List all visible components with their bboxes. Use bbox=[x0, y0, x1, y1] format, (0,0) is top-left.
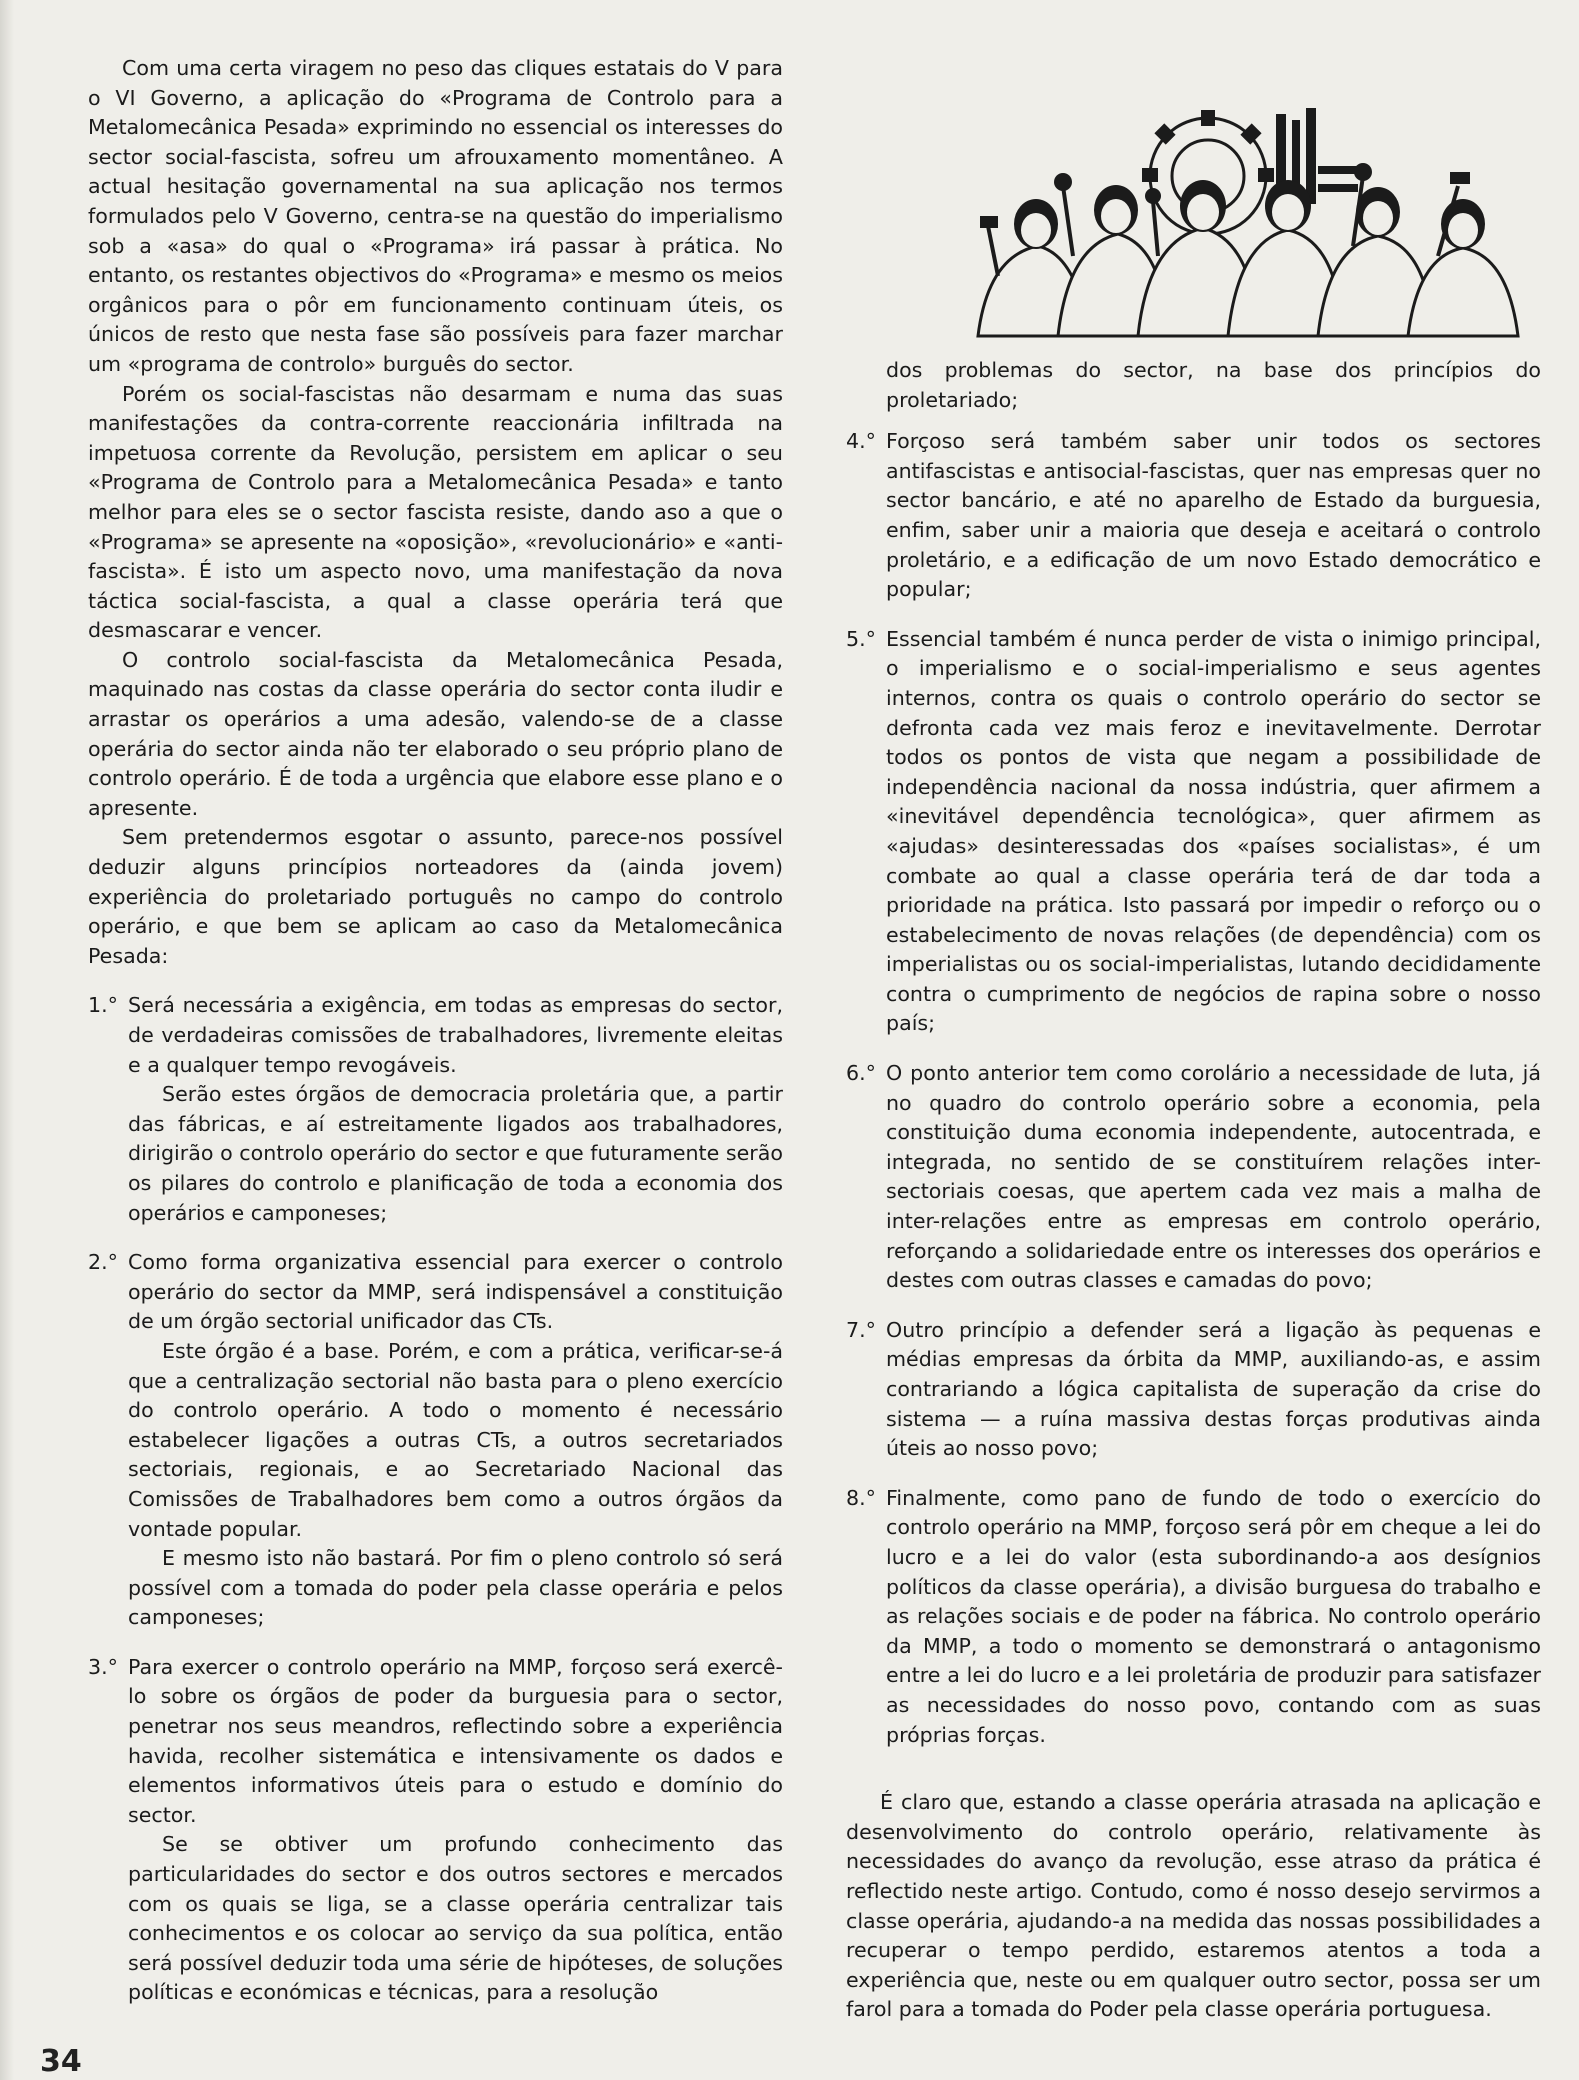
item-number: 8.° bbox=[846, 1485, 876, 1510]
paragraph: Sem pretendermos esgotar o assunto, parece-nos possível deduzir alguns princípios norteadores da (ainda jovem) experiência do proletariado português no campo do controlo operário, e que bem se aplicam ao caso da Metalomecânica Pesada: bbox=[88, 825, 783, 968]
item-text: Será necessária a exigência, em todas as empresas do sector, de verdadeiras comissões de trabalhadores, livremente eleitas e a qualquer tempo revogáveis. bbox=[128, 993, 783, 1077]
item-text: Se se obtiver um profundo conhecimento das particularidades do sector e dos outros sectores e mercados com os quais se liga, se a classe operária centralizar tais conhecimentos e os colocar ao serviço da sua política, então será possível deduzir toda uma série de hipóteses, de soluções políticas e económicas e técnicas, para a resolução bbox=[128, 1832, 783, 2005]
item-text: Outro princípio a defender será a ligação às pequenas e médias empresas da órbita da MMP, auxiliando-as, e assim contrariando a lógica capitalista de superação da crise do sistema — a ruína massiva destas forças produtivas ainda úteis ao nosso povo; bbox=[886, 1317, 1541, 1461]
closing-paragraph: É claro que, estando a classe operária atrasada na aplicação e desenvolvimento do controlo operário, relativamente às necessidades do avanço da revolução, esse atraso da prática é reflectido neste artigo. Contudo, como é nosso desejo servirmos a classe operária, ajudando-a na medida das nossas possibilidades a recuperar o tempo perdido, estaremos atentos a toda a experiência que, neste ou em qualquer outro sector, possa ser um farol para a tomada do Poder pela classe operária portuguesa. bbox=[846, 1790, 1541, 2022]
list-item bbox=[88, 1248, 783, 1633]
item-number: 7.° bbox=[846, 1317, 876, 1342]
item-text: Serão estes órgãos de democracia proletária que, a partir das fábricas, e aí estreitamente ligados aos trabalhadores, dirigirão o controlo operário do sector e que futuramente serão os pilares do controlo e planificação de toda a economia dos operários e camponeses; bbox=[128, 1082, 783, 1225]
item-text: E mesmo isto não bastará. Por fim o pleno controlo só será possível com a tomada do poder pela classe operária e pelos camponeses; bbox=[128, 1546, 783, 1630]
list-item bbox=[846, 1316, 1541, 1464]
item-text: O ponto anterior tem como corolário a necessidade de luta, já no quadro do controlo operário sobre a economia, pela constituição duma economia independente, autocentrada, e integrada, no sentido de se constituírem relações inter-sectoriais coesas, que apertem cada vez mais a malha de inter-relações entre as empresas em controlo operário, reforçando a solidariedade entre os interesses dos operários e destes com outras classes e camadas do povo; bbox=[886, 1061, 1541, 1293]
item-number: 6.° bbox=[846, 1061, 876, 1086]
item-text: Este órgão é a base. Porém, e com a prática, verificar-se-á que a centralização sectorial não basta para o pleno exercício do controlo operário. A todo o momento é necessário estabelecer ligações a outras CTs, a outros secretariados sectoriais, regionais, e ao Secretariado Nacional das Comissões de Trabalhadores bem como a outros órgãos da vontade popular. bbox=[128, 1338, 783, 1541]
item-text: Forçoso será também saber unir todos os sectores antifascistas e antisocial-fascistas, quer nas empresas quer no sector bancário, e até no aparelho de Estado da burguesia, enfim, saber unir a maioria que deseja e aceitará o controlo proletário, e a edificação de um novo Estado democrático e popular; bbox=[886, 429, 1541, 602]
right-column bbox=[846, 356, 1541, 2025]
list-item bbox=[846, 1059, 1541, 1296]
item-text: Finalmente, como pano de fundo de todo o exercício do controlo operário na MMP, forçoso será pôr em cheque a lei do lucro e a lei do valor (esta subordinando-a aos desígnios políticos da classe operária), a divisão burguesa do trabalho e as relações sociais e de poder na fábrica. No controlo operário da MMP, a todo o momento se demonstrará o antagonismo entre a lei do lucro e a lei proletária de produzir para satisfazer as necessidades do nosso povo, contando com as suas próprias forças. bbox=[886, 1485, 1541, 1747]
workers-gear-illustration bbox=[958, 106, 1542, 338]
item-number: 4.° bbox=[846, 429, 876, 454]
item-number: 1.° bbox=[88, 993, 118, 1018]
item-text: Para exercer o controlo operário na MMP, forçoso será exercê-lo sobre os órgãos de poder da burguesia para o sector, penetrar nos seus meandros, reflectindo sobre a experiência havida, recolher sistemática e intensivamente os dados e elementos informativos úteis para o estudo e domínio do sector. bbox=[128, 1654, 783, 1827]
page-number: 34 bbox=[40, 2044, 82, 2079]
list-item bbox=[846, 427, 1541, 605]
paragraph: Porém os social-fascistas não desarmam e numa das suas manifestações da contra-corrente reaccionária infiltrada na impetuosa corrente da Revolução, persistem em aplicar o seu «Programa de Controlo para a Metalomecânica Pesada» e tanto melhor para eles se o sector fascista resiste, dando aso a que o «Programa» se apresente na «oposição», «revolucionário» e «anti-fascista». É isto um aspecto novo, uma manifestação da nova táctica social-fascista, a qual a classe operária terá que desmascarar e vencer. bbox=[88, 381, 783, 643]
item-number: 2.° bbox=[88, 1250, 118, 1275]
list-item bbox=[846, 625, 1541, 1039]
item-number: 3.° bbox=[88, 1654, 118, 1679]
left-column bbox=[88, 54, 783, 2008]
list-item bbox=[88, 1653, 783, 2008]
list-item bbox=[846, 1484, 1541, 1750]
page-edge bbox=[0, 0, 14, 2080]
list-item bbox=[88, 991, 783, 1228]
paragraph: Com uma certa viragem no peso das cliques estatais do V para o VI Governo, a aplicação do «Programa de Controlo para a Metalomecânica Pesada» exprimindo no essencial os interesses do sector social-fascista, sofreu um afrouxamento momentâneo. A actual hesitação governamental na sua aplicação nos termos formulados pelo V Governo, centra-se na questão do imperialismo sob a «asa» do qual o «Programa» irá passar à prática. No entanto, os restantes objectivos do «Programa» e mesmo os meios orgânicos para o pôr em funcionamento continuam úteis, os únicos de resto que nesta fase são possíveis para fazer marchar um «programa de controlo» burguês do sector. bbox=[88, 56, 783, 376]
item-text: Essencial também é nunca perder de vista o inimigo principal, o imperialismo e o social-imperialismo e seus agentes internos, contra os quais o controlo operário do sector se defronta cada vez mais feroz e inevitavelmente. Derrotar todos os pontos de vista que negam a possibilidade de independência nacional da nossa indústria, quer afirmem a «inevitável dependência tecnológica», quer afirmem as «ajudas» desinteressadas dos «países socialistas», é um combate ao qual a classe operária terá de dar toda a prioridade na prática. Isto passará por impedir o reforço ou o estabelecimento de novas relações (de dependência) com os imperialistas ou os social-imperialistas, lutando decididamente contra o cumprimento de negócios de rapina sobre o nosso país; bbox=[886, 626, 1541, 1036]
item-number: 5.° bbox=[846, 626, 876, 651]
item-text: Como forma organizativa essencial para exercer o controlo operário do sector da MMP, será indispensável a constituição de um órgão sectorial unificador das CTs. bbox=[128, 1250, 783, 1334]
paragraph: dos problemas do sector, na base dos princípios do proletariado; bbox=[886, 358, 1541, 412]
paragraph: O controlo social-fascista da Metalomecânica Pesada, maquinado nas costas da classe operária do sector conta iludir e arrastar os operários a uma adesão, valendo-se de a classe operária do sector ainda não ter elaborado o seu próprio plano de controlo operário. É de toda a urgência que elabore esse plano e o apresente. bbox=[88, 647, 783, 820]
